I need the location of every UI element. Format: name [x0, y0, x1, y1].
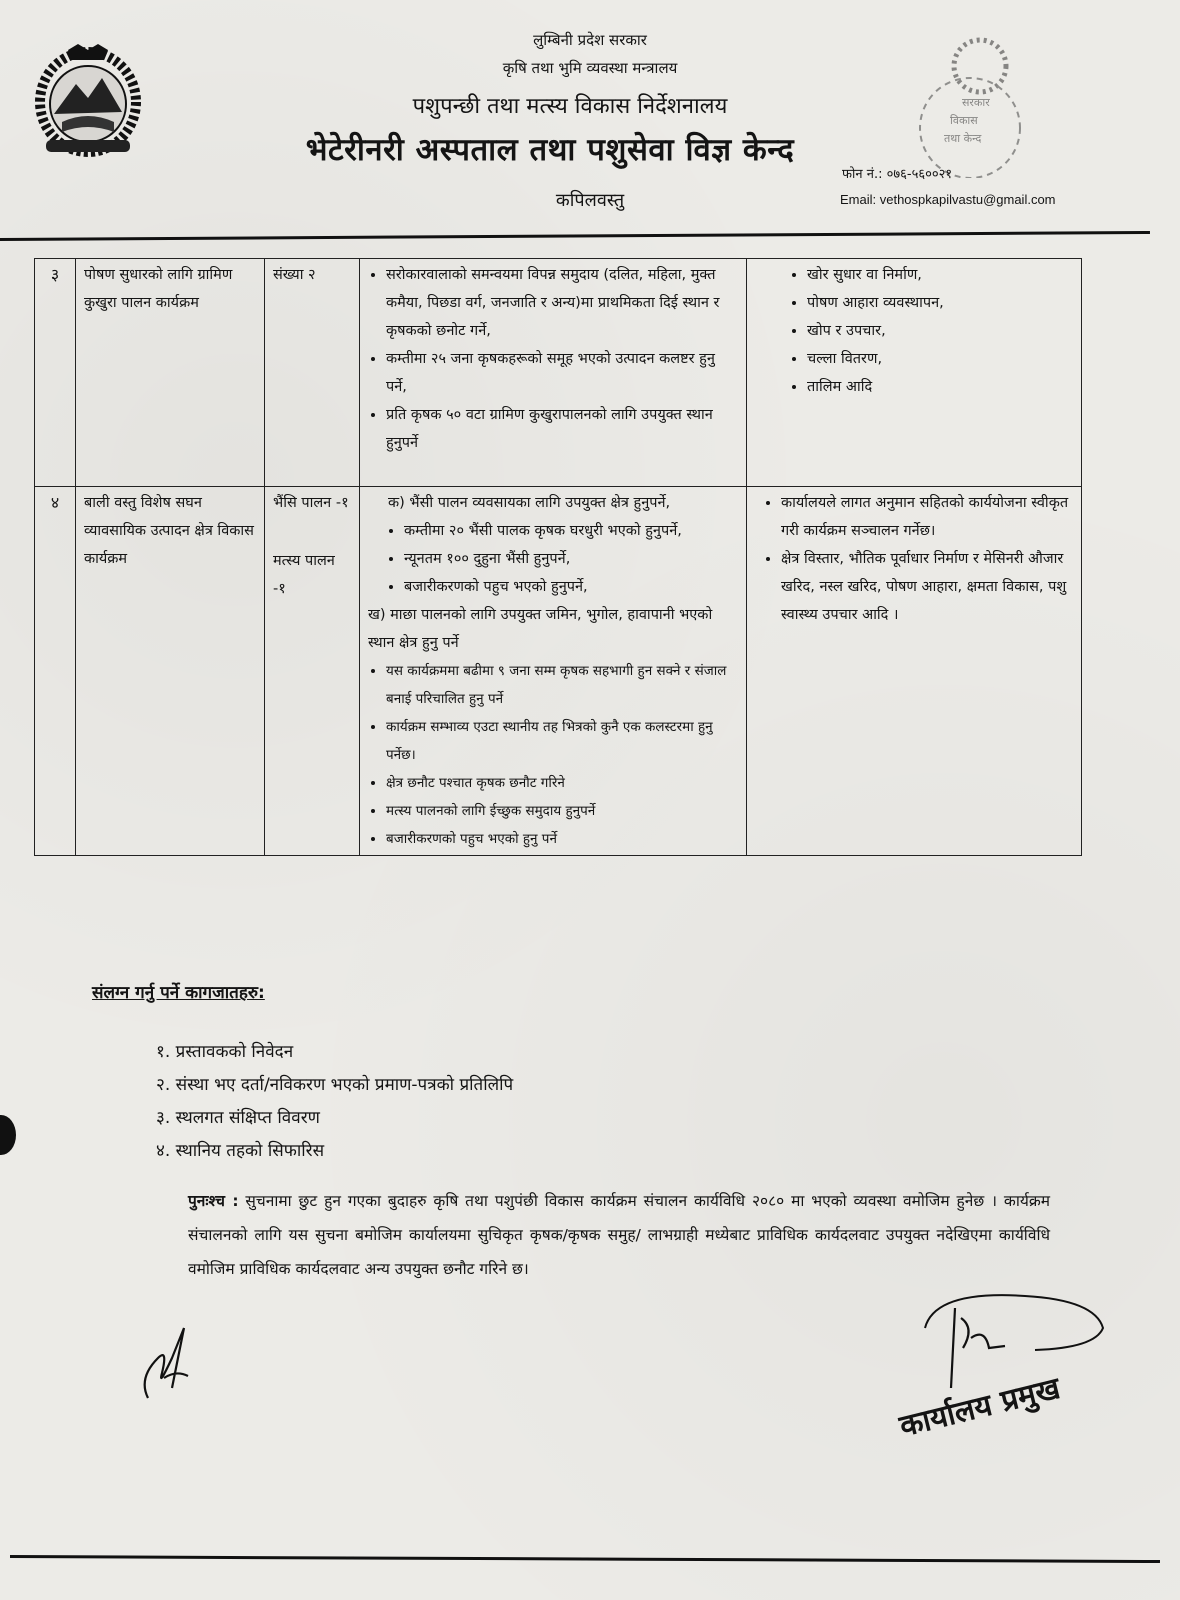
criteria-subheading-a: क) भैंसी पालन व्यवसायका लागि उपयुक्त क्षेत्र हुनुपर्ने,	[388, 495, 671, 511]
program-name: पोषण सुधारको लागि ग्रामिण कुखुरा पालन कार्यक्रम	[76, 259, 265, 487]
support-item: • खोर सुधार वा निर्माण,	[807, 261, 1073, 289]
svg-text:विकास: विकास	[950, 114, 978, 127]
support-item: • क्षेत्र विस्तार, भौतिक पूर्वाधार निर्माण र मेसिनरी औजार खरिद, नस्ल खरिद, पोषण आहारा, क्षमता विकास, पशु स्वास्थ्य उपचार आदि ।	[781, 545, 1073, 629]
criteria-item: • बजारीकरणको पहुच भएको हुनुपर्ने,	[404, 573, 738, 601]
support-item: • खोप र उपचार,	[807, 317, 1073, 345]
criteria-item: • मत्स्य पालनको लागि ईच्छुक समुदाय हुनुपर्ने	[386, 797, 738, 825]
program-quantity	[265, 259, 360, 487]
criteria-item: • बजारीकरणको पहुच भएको हुनु पर्ने	[386, 825, 738, 853]
office-location: कपिलवस्तु	[555, 190, 625, 211]
header-line-directorate: पशुपन्छी तथा मत्स्य विकास निर्देशनालय	[412, 94, 728, 119]
attachments-heading: संलग्न गर्नु पर्ने कागजातहरु:	[92, 983, 265, 1003]
criteria-item: • कम्तीमा २५ जना कृषकहरूको समूह भएको उत्पादन कलष्टर हुनु पर्ने,	[386, 345, 738, 401]
row-serial: ३	[35, 259, 76, 487]
office-head-label: कार्यालय प्रमुख	[896, 1370, 1064, 1445]
support-item: • कार्यालयले लागत अनुमान सहितको कार्ययोजना स्वीकृत गरी कार्यक्रम सञ्चालन गर्नेछ।	[781, 489, 1073, 545]
criteria-item: • कम्तीमा २० भैंसी पालक कृषक घरधुरी भएको हुनुपर्ने,	[404, 517, 738, 545]
support-item: • पोषण आहारा व्यवस्थापन,	[807, 289, 1073, 317]
attachment-item: ३. स्थलगत संक्षिप्त विवरण	[156, 1108, 320, 1128]
criteria-item: • प्रति कृषक ५० वटा ग्रामिण कुखुरापालनको लागि उपयुक्त स्थान हुनुपर्ने	[386, 401, 738, 457]
svg-text:सरकार: सरकार	[962, 96, 990, 109]
office-email: Email: vethospkapilvastu@gmail.com	[840, 192, 1056, 207]
support-items	[747, 259, 1082, 487]
program-quantity	[265, 487, 360, 856]
postscript-text: सुचनामा छुट हुन गएका बुदाहरु कृषि तथा पशुपंछी विकास कार्यक्रम संचालन कार्यविधि २०८० मा भएको व्यवस्था वमोजिम हुनेछ । कार्यक्रम संचालनको लागि यस सुचना बमोजिम कार्यालयमा सुचिकृत कृषक/कृषक समुह/ लाभग्राही मध्येबाट प्राविधिक कार्यदलवाट उपयुक्त नदेखिएमा कार्यविधि वमोजिम प्राविधिक कार्यदलवाट अन्य उपयुक्त छनौट गरिने छ।	[188, 1192, 1050, 1278]
office-phone: फोन नं.: ०७६-५६००२१	[842, 167, 953, 182]
support-item: • तालिम आदि	[807, 373, 1073, 401]
selection-criteria	[360, 487, 747, 856]
criteria-item: • कार्यक्रम सम्भाव्य एउटा स्थानीय तह भित्रको कुनै एक कलस्टरमा हुनु पर्नेछ।	[386, 713, 738, 769]
program-table	[34, 258, 1082, 856]
office-stamp-icon	[870, 28, 1050, 178]
header-line-ministry: कृषि तथा भुमि व्यवस्था मन्त्रालय	[502, 59, 678, 77]
svg-text:तथा केन्द: तथा केन्द	[944, 132, 982, 145]
criteria-item: • क्षेत्र छनौट पश्चात कृषक छनौट गरिने	[386, 769, 738, 797]
attachment-item: २. संस्था भए दर्ता/नविकरण भएको प्रमाण-पत्रको प्रतिलिपि	[156, 1075, 514, 1095]
program-name: बाली वस्तु विशेष सघन व्यावसायिक उत्पादन क्षेत्र विकास कार्यक्रम	[76, 487, 265, 856]
criteria-item: • सरोकारवालाको समन्वयमा विपन्न समुदाय (दलित, महिला, मुक्त कमैया, पिछडा वर्ग, जनजाति र अन्य)मा प्राथमिकता दिई स्थान र कृषकको छनोट गर्ने,	[386, 261, 738, 345]
attachment-item: ४. स्थानिय तहको सिफारिस	[156, 1141, 325, 1161]
table-row	[35, 487, 1082, 856]
signature-left-icon	[128, 1318, 218, 1408]
nepal-emblem-icon	[26, 40, 150, 158]
table-row	[35, 259, 1082, 487]
postscript-label: पुनःश्च :	[188, 1192, 239, 1210]
selection-criteria	[360, 259, 747, 487]
row-serial: ४	[35, 487, 76, 856]
criteria-item: • यस कार्यक्रममा बढीमा ९ जना सम्म कृषक सहभागी हुन सक्ने र संजाल बनाई परिचालित हुनु पर्ने	[386, 657, 738, 713]
support-items	[747, 487, 1082, 856]
quantity-value: भैंसि पालन -१	[273, 495, 349, 511]
office-title: भेटेरीनरी अस्पताल तथा पशुसेवा विज्ञ केन्द	[305, 132, 795, 168]
quantity-value: मत्स्य पालन -१	[273, 553, 335, 597]
postscript-note	[188, 1184, 1050, 1286]
quantity-value: संख्या २	[273, 267, 316, 283]
criteria-item: • न्यूनतम १०० दुहुना भैंसी हुनुपर्ने,	[404, 545, 738, 573]
criteria-subheading-b: ख) माछा पालनको लागि उपयुक्त जमिन, भुगोल, हावापानी भएको स्थान क्षेत्र हुनु पर्ने	[368, 607, 713, 651]
attachment-item: १. प्रस्तावकको निवेदन	[156, 1042, 294, 1062]
support-item: • चल्ला वितरण,	[807, 345, 1073, 373]
attachments-list	[156, 1036, 513, 1168]
header-line-province: लुम्बिनी प्रदेश सरकार	[533, 31, 647, 49]
